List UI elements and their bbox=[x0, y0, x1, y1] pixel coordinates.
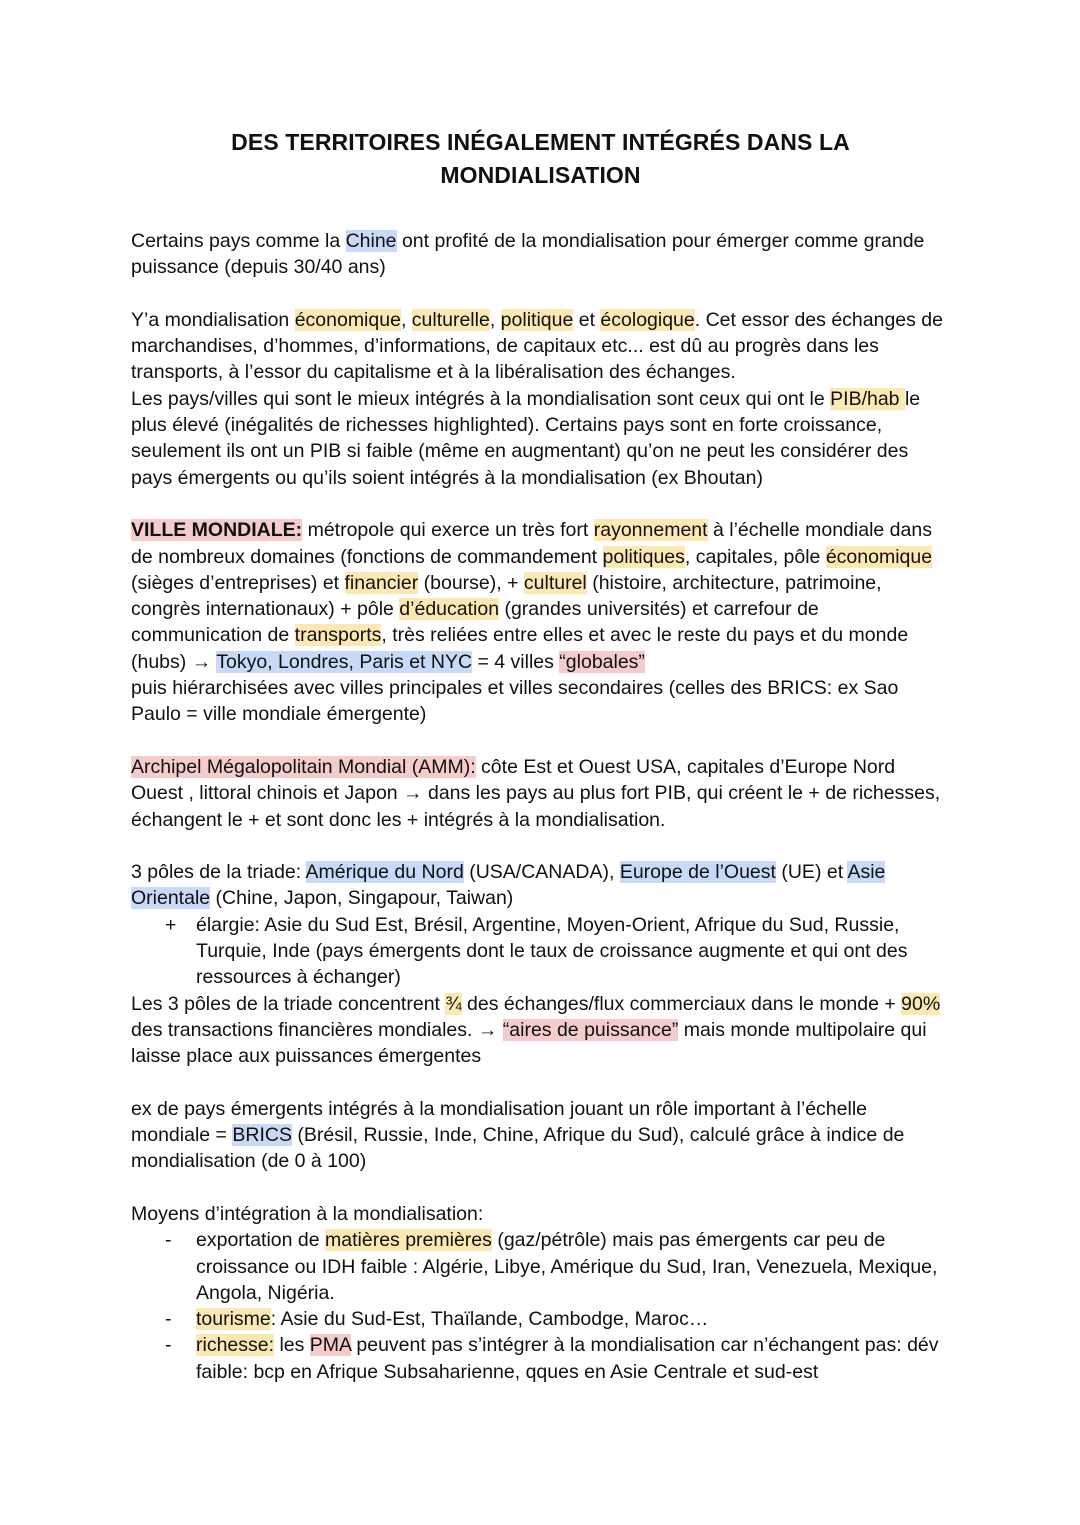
paragraph-triade: 3 pôles de la triade: Amérique du Nord (USA/CANADA), Europe de l’Ouest (UE) et Asie Orientale (Chine, Japon, Singapour, Taiwan) bbox=[131, 861, 886, 910]
highlight-brics: BRICS bbox=[232, 1124, 292, 1147]
paragraph-brics: ex de pays émergents intégrés à la mondialisation jouant un rôle important à l’échelle mondiale = BRICS (Brésil, Russie, Inde, Chine, Afrique du Sud), calculé grâce à indice de mondialisation (de 0 à 100) bbox=[131, 1097, 905, 1173]
list-item: - richesse: les PMA peuvent pas s’intégrer à la mondialisation car n’échangent pas: dév faible: bcp en Afrique Subsaharienne, qques en Asie Centrale et sud-est bbox=[165, 1334, 939, 1383]
paragraph-chine: Certains pays comme la Chine ont profité de la mondialisation pour émerger comme grande puissance (depuis 30/40 ans) bbox=[131, 230, 925, 279]
highlight-global-cities: Tokyo, Londres, Paris et NYC bbox=[216, 650, 473, 673]
highlight-chine: Chine bbox=[345, 230, 397, 252]
title-line-1: DES TERRITOIRES INÉGALEMENT INTÉGRÉS DANS LA bbox=[231, 129, 850, 155]
paragraph-ville-mondiale: VILLE MONDIALE: métropole qui exerce un très fort rayonnement à l’échelle mondiale dans de nombreux domaines (fonctions de commandement politiques, capitales, pôle économique (sièges d’entreprises) et financier (bourse), + culturel (histoire, architecture, patrimoine, congrès internationaux) + pôle d’éducation (grandes universités) et carrefour de communication de transports, très reliées entre elles et avec le reste du pays et du monde (hubs) → Tokyo, Londres, Paris et NYC = 4 villes “globales” puis hiérarchisées avec villes principales et villes secondaires (celles des BRICS: ex Sao Paulo = ville mondiale émergente) bbox=[131, 519, 933, 726]
highlight-economique: économique bbox=[294, 308, 401, 331]
moyens-list bbox=[131, 1227, 950, 1385]
highlight-ecologique: écologique bbox=[600, 308, 695, 331]
page-title bbox=[131, 0, 950, 192]
list-item: - exportation de matières premières (gaz/pétrôle) mais pas émergents car peu de croissance ou IDH faible : Algérie, Libye, Amérique du Sud, Iran, Venezuela, Mexique, Angola, Nigéria. bbox=[165, 1229, 938, 1304]
highlight-globales: “globales” bbox=[559, 650, 645, 673]
paragraph-triade-concentration: Les 3 pôles de la triade concentrent ¾ des échanges/flux commerciaux dans le monde + 90% des transactions financières mondiales. → “aires de puissance” mais monde multipolaire qui laisse place aux puissances émergentes bbox=[131, 992, 941, 1068]
highlight-pib-hab: PIB/hab bbox=[830, 387, 905, 410]
triade-bullet-list bbox=[131, 912, 950, 991]
title-line-2: MONDIALISATION bbox=[440, 162, 641, 188]
paragraph-amm: Archipel Mégalopolitain Mondial (AMM): côte Est et Ouest USA, capitales d’Europe Nord Ouest , littoral chinois et Japon → dans les pays au plus fort PIB, qui créent le + de richesses, échangent le + et sont donc les + intégrés à la mondialisation. bbox=[131, 755, 941, 831]
highlight-politique: politique bbox=[500, 308, 574, 331]
highlight-culturelle: culturelle bbox=[411, 308, 490, 331]
bullet-marker: + bbox=[165, 913, 177, 936]
paragraph-mondialisation-types: Y’a mondialisation économique, culturelle, politique et écologique. Cet essor des échanges de marchandises, d’hommes, d’informations, de capitaux etc... est dû au progrès dans les transports, à l’essor du capitalisme et à la libéralisation des échanges. Les pays/villes qui sont le mieux intégrés à la mondialisation sont ceux qui ont le PIB/hab le plus élevé (inégalités de richesses highlighted). Certains pays sont en forte croissance, seulement ils ont un PIB si faible (même en augmentant) qu’on ne peut les considérer des pays émergents ou qu’ils soient intégrés à la mondialisation (ex Bhoutan) bbox=[131, 308, 944, 489]
term-amm: Archipel Mégalopolitain Mondial (AMM): bbox=[131, 755, 476, 778]
list-item: + élargie: Asie du Sud Est, Brésil, Argentine, Moyen-Orient, Afrique du Sud, Russie, Turquie, Inde (pays émergents dont le taux de croissance augmente et qui ont des ressources à échanger) bbox=[165, 913, 908, 989]
term-ville-mondiale: VILLE MONDIALE: bbox=[131, 519, 303, 542]
list-item: - tourisme: Asie du Sud-Est, Thaïlande, Cambodge, Maroc… bbox=[165, 1308, 709, 1331]
paragraph-moyens-intro: Moyens d’intégration à la mondialisation: bbox=[131, 1202, 484, 1225]
